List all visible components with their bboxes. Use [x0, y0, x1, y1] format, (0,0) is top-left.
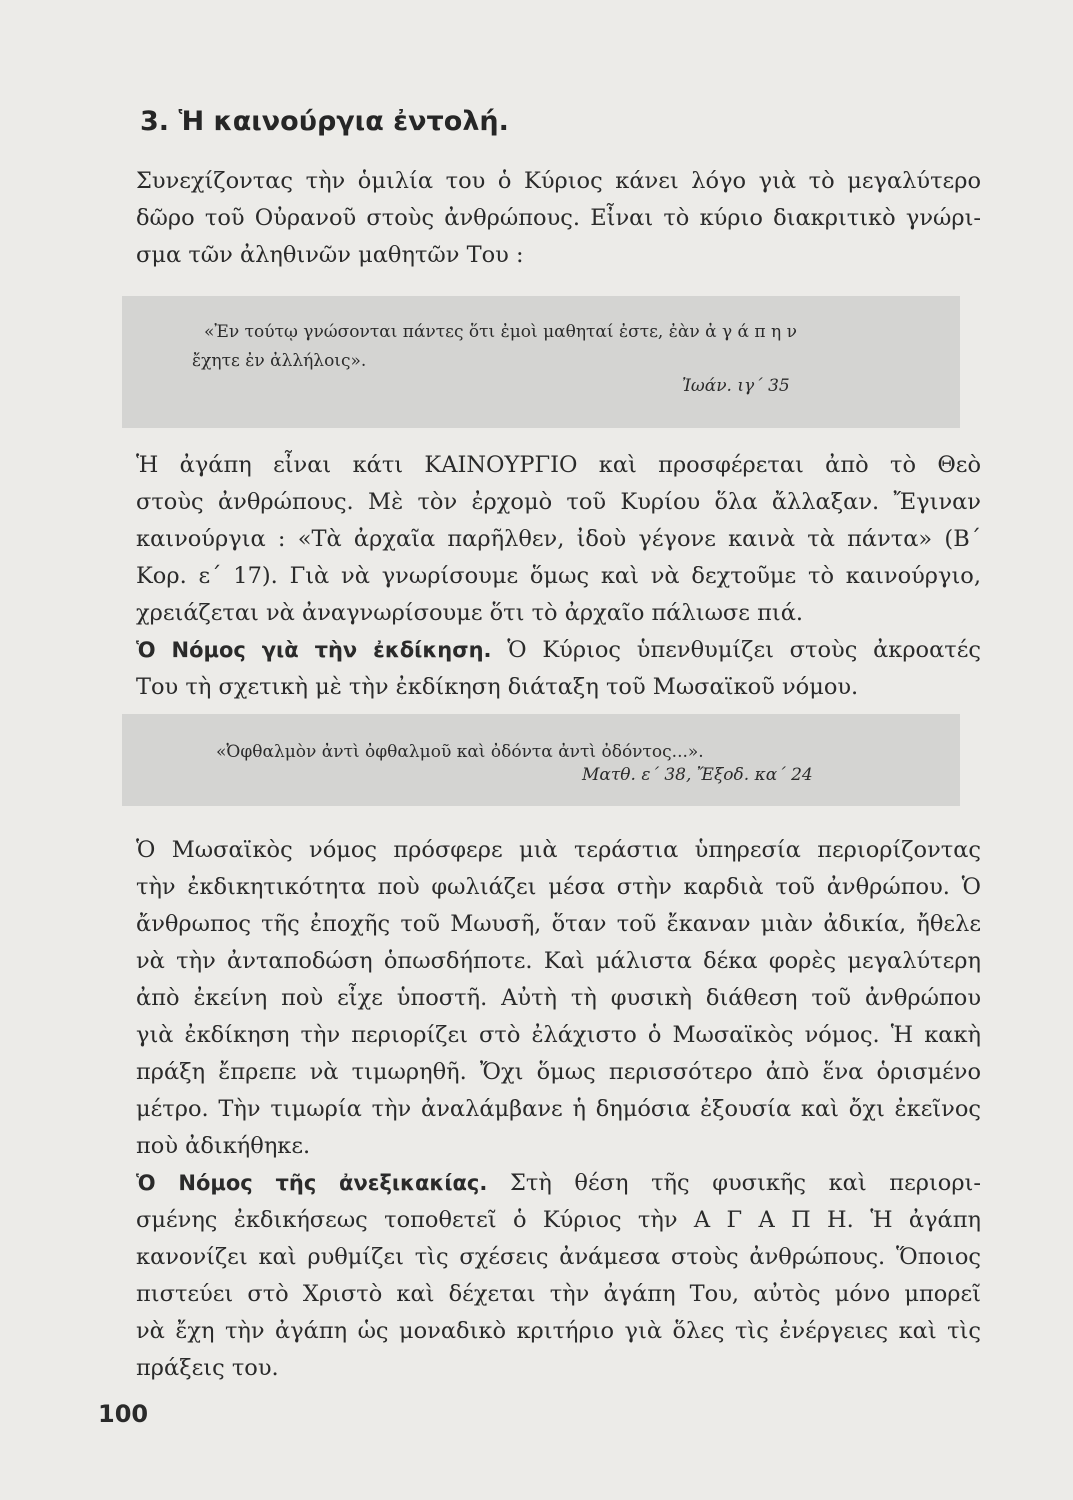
- intro-paragraph: [136, 163, 981, 274]
- text-line: χρειάζεται νὰ ἀναγνωρίσουμε ὅτι τὸ ἀρχαῖο πάλιωσε πιά.: [136, 600, 804, 626]
- text-line: Ἡ ἀγάπη εἶναι κάτι ΚΑΙΝΟΥΡΓΙΟ καὶ προσφέρεται ἀπὸ τὸ Θεὸ: [136, 452, 981, 478]
- section-heading: 3. Ἡ καινούργια ἐντολή.: [140, 106, 509, 137]
- paragraph-lead: Ὁ Νόμος τῆς ἀνεξικακίας.: [136, 1171, 488, 1195]
- text-line: στοὺς ἀνθρώπους. Μὲ τὸν ἐρχομὸ τοῦ Κυρίου ὅλα ἄλλαξαν. Ἔγιναν: [136, 489, 981, 515]
- text-run: Στὴ θέση τῆς φυσικῆς καὶ περιορι-: [487, 1170, 981, 1196]
- quote-box-matthew: [122, 714, 960, 806]
- quote-reference: Ἰωάν. ιγ΄ 35: [682, 376, 790, 396]
- text-line: Ὁ Μωσαϊκὸς νόμος πρόσφερε μιὰ τεράστια ὑπηρεσία περιορίζοντας: [136, 837, 981, 863]
- text-line: σμα τῶν ἀληθινῶν μαθητῶν Του :: [136, 242, 524, 268]
- paragraph-love-new: [136, 447, 981, 706]
- text-line: [136, 1165, 981, 1202]
- text-line: σμένης ἐκδικήσεως τοποθετεῖ ὁ Κύριος τὴν Α Γ Α Π Η. Ἡ ἀγάπη: [136, 1207, 981, 1233]
- text-line: ἄνθρωπος τῆς ἐποχῆς τοῦ Μωυσῆ, ὅταν τοῦ ἔκαναν μιὰν ἀδικία, ἤθελε: [136, 911, 981, 937]
- text-line: πιστεύει στὸ Χριστὸ καὶ δέχεται τὴν ἀγάπη Του, αὐτὸς μόνο μπορεῖ: [136, 1281, 981, 1307]
- page-number: 100: [98, 1400, 149, 1428]
- paragraph-mosaic-law: [136, 832, 981, 1387]
- text-line: δῶρο τοῦ Οὐρανοῦ στοὺς ἀνθρώπους. Εἶναι τὸ κύριο διακριτικὸ γνώρι-: [136, 205, 981, 231]
- quote-line: ἔχητε ἐν ἀλλήλοις».: [192, 351, 367, 371]
- quote-line: «Ὀφθαλμὸν ἀντὶ ὀφθαλμοῦ καὶ ὀδόντα ἀντὶ ὀδόντος...».: [216, 742, 704, 762]
- text-line: πράξεις του.: [136, 1355, 279, 1381]
- text-line: Του τὴ σχετικὴ μὲ τὴν ἐκδίκηση διάταξη τοῦ Μωσαϊκοῦ νόμου.: [136, 674, 859, 700]
- text-line: γιὰ ἐκδίκηση τὴν περιορίζει στὸ ἐλάχιστο ὁ Μωσαϊκὸς νόμος. Ἡ κακὴ: [136, 1022, 981, 1048]
- text-line: κανονίζει καὶ ρυθμίζει τὶς σχέσεις ἀνάμεσα στοὺς ἀνθρώπους. Ὅποιος: [136, 1244, 981, 1270]
- text-line: καινούργια : «Τὰ ἀρχαῖα παρῆλθεν, ἰδοὺ γέγονε καινὰ τὰ πάντα» (Β΄: [136, 526, 981, 552]
- text-line: Κορ. ε΄ 17). Γιὰ νὰ γνωρίσουμε ὅμως καὶ νὰ δεχτοῦμε τὸ καινούργιο,: [136, 563, 981, 589]
- text-line: ἀπὸ ἐκείνη ποὺ εἶχε ὑποστῆ. Αὐτὴ τὴ φυσικὴ διάθεση τοῦ ἀνθρώπου: [136, 985, 981, 1011]
- text-line: ποὺ ἀδικήθηκε.: [136, 1133, 311, 1159]
- paragraph-lead: Ὁ Νόμος γιὰ τὴν ἐκδίκηση.: [136, 638, 492, 662]
- quote-reference: Ματθ. ε΄ 38, Ἔξοδ. κα΄ 24: [582, 765, 813, 785]
- text-line: τὴν ἐκδικητικότητα ποὺ φωλιάζει μέσα στὴν καρδιὰ τοῦ ἀνθρώπου. Ὁ: [136, 874, 981, 900]
- text-line: μέτρο. Τὴν τιμωρία τὴν ἀναλάμβανε ἡ δημόσια ἐξουσία καὶ ὄχι ἐκεῖνος: [136, 1096, 981, 1122]
- quote-box-john: [122, 296, 960, 428]
- text-line: νὰ τὴν ἀνταποδώση ὁπωσδήποτε. Καὶ μάλιστα δέκα φορὲς μεγαλύτερη: [136, 948, 981, 974]
- text-line: Συνεχίζοντας τὴν ὁμιλία του ὁ Κύριος κάνει λόγο γιὰ τὸ μεγαλύτερο: [136, 168, 981, 194]
- text-run: Ὁ Κύριος ὑπενθυμίζει στοὺς ἀκροατές: [491, 637, 981, 663]
- quote-line: «Ἐν τούτῳ γνώσονται πάντες ὅτι ἐμοὶ μαθηταί ἐστε, ἐὰν ἀ γ ά π η ν: [204, 322, 797, 342]
- text-line: νὰ ἔχη τὴν ἀγάπη ὡς μοναδικὸ κριτήριο γιὰ ὅλες τὶς ἐνέργειες καὶ τὶς: [136, 1318, 981, 1344]
- text-line: [136, 632, 981, 669]
- text-line: πράξη ἔπρεπε νὰ τιμωρηθῆ. Ὄχι ὅμως περισσότερο ἀπὸ ἕνα ὁρισμένο: [136, 1059, 981, 1085]
